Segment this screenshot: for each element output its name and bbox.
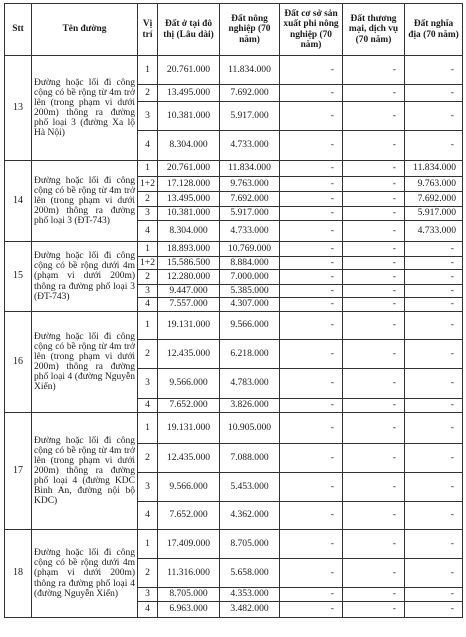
cemetery-price: - — [405, 257, 463, 270]
position-value: 3 — [138, 369, 158, 399]
urban-land-price: 8.304.000 — [158, 131, 220, 161]
agricultural-land-price: 10.769.000 — [220, 242, 280, 257]
cemetery-price: - — [405, 602, 463, 618]
commercial-price: - — [343, 413, 405, 444]
commercial-price: - — [343, 270, 405, 285]
cemetery-price: - — [405, 102, 463, 131]
non-agri-production-price: - — [280, 473, 343, 502]
agricultural-land-price: 4.733.000 — [220, 131, 280, 161]
non-agri-production-price: - — [280, 285, 343, 298]
street-name: Đường hoặc lối đi công cộng có bề rộng từ 4m trở lên (trong phạm vi dưới 200m) thông ra đường phố loại 3 (đường Xa lộ Hà Nội) — [32, 56, 138, 161]
cemetery-price: - — [405, 413, 463, 444]
agricultural-land-price: 5.917.000 — [220, 102, 280, 131]
commercial-price: - — [343, 207, 405, 221]
header-cemetery-land: Đất nghĩa địa (70 năm) — [405, 4, 463, 56]
urban-land-price: 6.963.000 — [158, 602, 220, 618]
agricultural-land-price: 8.705.000 — [220, 530, 280, 559]
header-stt: Stt — [5, 4, 32, 56]
cemetery-price: 7.692.000 — [405, 192, 463, 207]
urban-land-price: 12.435.000 — [158, 444, 220, 473]
commercial-price: - — [343, 192, 405, 207]
commercial-price: - — [343, 399, 405, 413]
commercial-price: - — [343, 221, 405, 242]
commercial-price: - — [343, 473, 405, 502]
cemetery-price: - — [405, 399, 463, 413]
cemetery-price: - — [405, 85, 463, 102]
urban-land-price: 18.893.000 — [158, 242, 220, 257]
position-value: 3 — [138, 473, 158, 502]
position-value: 2 — [138, 340, 158, 369]
cemetery-price: - — [405, 242, 463, 257]
cemetery-price: - — [405, 340, 463, 369]
non-agri-production-price: - — [280, 369, 343, 399]
position-value: 2 — [138, 444, 158, 473]
urban-land-price: 7.652.000 — [158, 502, 220, 530]
cemetery-price: - — [405, 131, 463, 161]
position-value: 2 — [138, 270, 158, 285]
agricultural-land-price: 5.453.000 — [220, 473, 280, 502]
urban-land-price: 13.495.000 — [158, 85, 220, 102]
non-agri-production-price: - — [280, 502, 343, 530]
table-row — [5, 161, 463, 177]
commercial-price: - — [343, 559, 405, 588]
commercial-price: - — [343, 588, 405, 602]
non-agri-production-price: - — [280, 298, 343, 312]
non-agri-production-price: - — [280, 56, 343, 85]
cemetery-price: - — [405, 473, 463, 502]
cemetery-price: - — [405, 588, 463, 602]
non-agri-production-price: - — [280, 161, 343, 177]
agricultural-land-price: 6.218.000 — [220, 340, 280, 369]
position-value: 1 — [138, 56, 158, 85]
commercial-price: - — [343, 502, 405, 530]
non-agri-production-price: - — [280, 242, 343, 257]
commercial-price: - — [343, 56, 405, 85]
position-value: 1 — [138, 242, 158, 257]
commercial-price: - — [343, 85, 405, 102]
position-value: 1+2 — [138, 177, 158, 192]
urban-land-price: 8.705.000 — [158, 588, 220, 602]
cemetery-price: - — [405, 285, 463, 298]
non-agri-production-price: - — [280, 602, 343, 618]
urban-land-price: 9.566.000 — [158, 369, 220, 399]
cemetery-price: - — [405, 298, 463, 312]
cemetery-price: - — [405, 56, 463, 85]
commercial-price: - — [343, 369, 405, 399]
position-value: 4 — [138, 502, 158, 530]
agricultural-land-price: 7.692.000 — [220, 192, 280, 207]
cemetery-price: - — [405, 312, 463, 340]
commercial-price: - — [343, 131, 405, 161]
position-value: 1+2 — [138, 257, 158, 270]
table-row — [5, 413, 463, 444]
agricultural-land-price: 5.917.000 — [220, 207, 280, 221]
table-row — [5, 312, 463, 340]
cemetery-price: 9.763.000 — [405, 177, 463, 192]
urban-land-price: 9.447.000 — [158, 285, 220, 298]
commercial-price: - — [343, 161, 405, 177]
agricultural-land-price: 7.088.000 — [220, 444, 280, 473]
non-agri-production-price: - — [280, 192, 343, 207]
header-non-agri-production-land: Đất cơ sở sản xuất phi nông nghiệp (70 năm) — [280, 4, 343, 56]
agricultural-land-price: 4.307.000 — [220, 298, 280, 312]
non-agri-production-price: - — [280, 588, 343, 602]
street-name: Đường hoặc lối đi công cộng có bề rộng từ 4m trở lên (trong phạm vi dưới 200m) thông ra đường phố loại 4 (đường Nguyễn Xiển) — [32, 312, 138, 413]
urban-land-price: 19.131.000 — [158, 312, 220, 340]
non-agri-production-price: - — [280, 131, 343, 161]
urban-land-price: 10.381.000 — [158, 207, 220, 221]
agricultural-land-price: 3.826.000 — [220, 399, 280, 413]
agricultural-land-price: 9.566.000 — [220, 312, 280, 340]
position-value: 3 — [138, 588, 158, 602]
urban-land-price: 12.435.000 — [158, 340, 220, 369]
position-value: 1 — [138, 530, 158, 559]
non-agri-production-price: - — [280, 102, 343, 131]
agricultural-land-price: 4.362.000 — [220, 502, 280, 530]
cemetery-price: - — [405, 502, 463, 530]
agricultural-land-price: 4.733.000 — [220, 221, 280, 242]
agricultural-land-price: 4.783.000 — [220, 369, 280, 399]
row-stt: 18 — [5, 530, 32, 618]
position-value: 3 — [138, 207, 158, 221]
urban-land-price: 15.586.500 — [158, 257, 220, 270]
table-row — [5, 242, 463, 257]
commercial-price: - — [343, 602, 405, 618]
position-value: 4 — [138, 221, 158, 242]
urban-land-price: 13.495.000 — [158, 192, 220, 207]
commercial-price: - — [343, 530, 405, 559]
header-row — [5, 4, 463, 56]
position-value: 1 — [138, 161, 158, 177]
urban-land-price: 20.761.000 — [158, 161, 220, 177]
row-stt: 14 — [5, 161, 32, 242]
agricultural-land-price: 4.353.000 — [220, 588, 280, 602]
urban-land-price: 20.761.000 — [158, 56, 220, 85]
agricultural-land-price: 11.834.000 — [220, 161, 280, 177]
position-value: 4 — [138, 602, 158, 618]
commercial-price: - — [343, 444, 405, 473]
cemetery-price: - — [405, 444, 463, 473]
header-commercial-land: Đất thương mại, dịch vụ (70 năm) — [343, 4, 405, 56]
urban-land-price: 7.652.000 — [158, 399, 220, 413]
non-agri-production-price: - — [280, 207, 343, 221]
non-agri-production-price: - — [280, 340, 343, 369]
position-value: 3 — [138, 285, 158, 298]
agricultural-land-price: 3.482.000 — [220, 602, 280, 618]
agricultural-land-price: 8.884.000 — [220, 257, 280, 270]
position-value: 4 — [138, 131, 158, 161]
land-price-table — [4, 3, 463, 618]
non-agri-production-price: - — [280, 559, 343, 588]
agricultural-land-price: 5.658.000 — [220, 559, 280, 588]
agricultural-land-price: 5.385.000 — [220, 285, 280, 298]
non-agri-production-price: - — [280, 444, 343, 473]
street-name: Đường hoặc lối đi công cộng có bề rộng dưới 4m (phạm vi dưới 200m) thông ra đường phố loại 3 (ĐT-743) — [32, 242, 138, 312]
non-agri-production-price: - — [280, 530, 343, 559]
header-agricultural-land: Đất nông nghiệp (70 năm) — [220, 4, 280, 56]
cemetery-price: 4.733.000 — [405, 221, 463, 242]
urban-land-price: 19.131.000 — [158, 413, 220, 444]
urban-land-price: 7.557.000 — [158, 298, 220, 312]
position-value: 1 — [138, 413, 158, 444]
row-stt: 13 — [5, 56, 32, 161]
commercial-price: - — [343, 285, 405, 298]
position-value: 3 — [138, 102, 158, 131]
urban-land-price: 17.409.000 — [158, 530, 220, 559]
urban-land-price: 8.304.000 — [158, 221, 220, 242]
cemetery-price: - — [405, 559, 463, 588]
table-row — [5, 530, 463, 559]
commercial-price: - — [343, 312, 405, 340]
commercial-price: - — [343, 257, 405, 270]
urban-land-price: 9.566.000 — [158, 473, 220, 502]
header-urban-land: Đất ở tại đô thị (Lâu dài) — [158, 4, 220, 56]
row-stt: 16 — [5, 312, 32, 413]
table-row — [5, 56, 463, 85]
non-agri-production-price: - — [280, 177, 343, 192]
commercial-price: - — [343, 340, 405, 369]
cemetery-price: - — [405, 369, 463, 399]
agricultural-land-price: 7.692.000 — [220, 85, 280, 102]
cemetery-price: 5.917.000 — [405, 207, 463, 221]
position-value: 2 — [138, 192, 158, 207]
non-agri-production-price: - — [280, 399, 343, 413]
row-stt: 15 — [5, 242, 32, 312]
commercial-price: - — [343, 298, 405, 312]
agricultural-land-price: 9.763.000 — [220, 177, 280, 192]
urban-land-price: 10.381.000 — [158, 102, 220, 131]
cemetery-price: - — [405, 270, 463, 285]
position-value: 4 — [138, 298, 158, 312]
cemetery-price: - — [405, 530, 463, 559]
position-value: 2 — [138, 85, 158, 102]
urban-land-price: 11.316.000 — [158, 559, 220, 588]
header-position: Vị trí — [138, 4, 158, 56]
street-name: Đường hoặc lối đi công cộng có bề rộng từ 4m trở lên (trong phạm vi dưới 200m) thông ra đường phố loại 4 (đường KDC Bình An, đường nội bộ KDC) — [32, 413, 138, 530]
row-stt: 17 — [5, 413, 32, 530]
header-street-name: Tên đường — [32, 4, 138, 56]
agricultural-land-price: 11.834.000 — [220, 56, 280, 85]
urban-land-price: 12.280.000 — [158, 270, 220, 285]
non-agri-production-price: - — [280, 413, 343, 444]
agricultural-land-price: 7.000.000 — [220, 270, 280, 285]
non-agri-production-price: - — [280, 270, 343, 285]
position-value: 4 — [138, 399, 158, 413]
non-agri-production-price: - — [280, 312, 343, 340]
table-body — [5, 56, 463, 618]
non-agri-production-price: - — [280, 221, 343, 242]
commercial-price: - — [343, 177, 405, 192]
commercial-price: - — [343, 242, 405, 257]
cemetery-price: 11.834.000 — [405, 161, 463, 177]
street-name: Đường hoặc lối đi công cộng có bề rộng từ 4m trở lên (trong phạm vi dưới 200m) thông ra đường phố loại 3 (ĐT-743) — [32, 161, 138, 242]
position-value: 1 — [138, 312, 158, 340]
agricultural-land-price: 10.905.000 — [220, 413, 280, 444]
position-value: 2 — [138, 559, 158, 588]
commercial-price: - — [343, 102, 405, 131]
urban-land-price: 17.128.000 — [158, 177, 220, 192]
non-agri-production-price: - — [280, 85, 343, 102]
street-name: Đường hoặc lối đi công cộng có bề rộng dưới 4m (phạm vi dưới 200m) thông ra đường phố loại 4 (đường Nguyễn Xiển) — [32, 530, 138, 618]
non-agri-production-price: - — [280, 257, 343, 270]
